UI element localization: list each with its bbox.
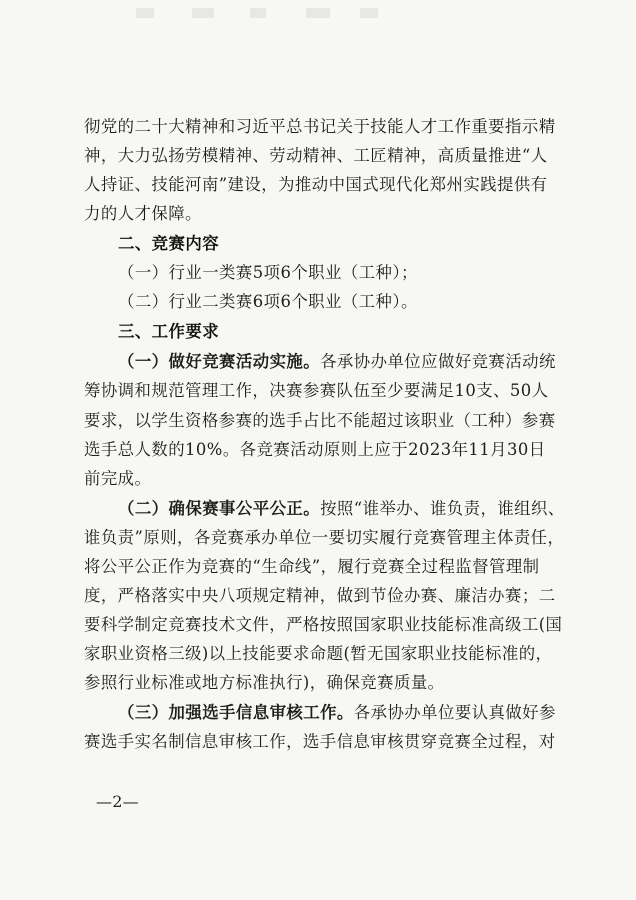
paragraph-line: 前完成。 — [84, 469, 152, 488]
paragraph-text: 各承协办单位要认真做好参 — [353, 703, 556, 722]
list-item: （二）行业二类赛6项6个职业（工种）。 — [118, 292, 418, 311]
paragraph-text: 各承协办单位应做好竞赛活动统 — [320, 352, 556, 371]
paragraph-line: 度，严格落实中央八项规定精神，做到节俭办赛、廉洁办赛；二 — [84, 586, 556, 605]
paragraph-text: 按照“谁举办、谁负责，谁组织、 — [320, 499, 565, 518]
scan-noise — [118, 0, 418, 26]
paragraph-line: 力的人才保障。 — [84, 204, 202, 223]
scan-mark — [250, 8, 266, 18]
paragraph-line — [118, 354, 556, 370]
paragraph-line — [118, 501, 565, 517]
scan-mark — [306, 8, 330, 18]
list-item: （一）行业一类赛5项6个职业（工种）； — [118, 263, 418, 282]
paragraph-line: 参照行业标准或地方标准执行)，确保竞赛质量。 — [84, 673, 445, 692]
paragraph-line: 谁负责”原则，各竞赛承办单位一要切实履行竞赛管理主体责任， — [84, 528, 565, 547]
paragraph-line: 筹协调和规范管理工作，决赛参赛队伍至少要满足10支、50人 — [84, 381, 549, 400]
paragraph-line: 要科学制定竞赛技术文件，严格按照国家职业技能标准高级工(国 — [84, 615, 563, 634]
paragraph-line: 要求，以学生资格参赛的选手占比不能超过该职业（工种）参赛 — [84, 411, 556, 430]
paragraph-line: 赛选手实名制信息审核工作，选手信息审核贯穿竞赛全过程，对 — [84, 732, 556, 751]
scan-mark — [360, 8, 378, 18]
subheading: （二）确保赛事公平公正。 — [118, 499, 321, 518]
paragraph-line: 彻党的二十大精神和习近平总书记关于技能人才工作重要指示精 — [84, 117, 556, 136]
section-heading: 二、竞赛内容 — [118, 234, 220, 253]
scan-mark — [136, 8, 154, 18]
scan-mark — [192, 8, 214, 18]
paragraph-line: 家职业资格三级)以上技能要求命题(暂无国家职业技能标准的， — [84, 644, 553, 663]
subheading: （一）做好竞赛活动实施。 — [118, 352, 321, 371]
paragraph-line: 将公平公正作为竞赛的“生命线”，履行竞赛全过程监督管理制 — [84, 557, 540, 576]
paragraph-line: 神，大力弘扬劳模精神、劳动精神、工匠精神，高质量推进“人 — [84, 146, 548, 165]
paragraph-line — [118, 705, 556, 721]
subheading: （三）加强选手信息审核工作。 — [118, 703, 354, 722]
paragraph-line: 选手总人数的10%。各竞赛活动原则上应于2023年11月30日 — [84, 440, 546, 459]
paragraph-line: 人持证、技能河南”建设，为推动中国式现代化郑州实践提供有 — [84, 175, 548, 194]
section-heading: 三、工作要求 — [118, 322, 220, 341]
page-number: —2— — [96, 792, 139, 811]
